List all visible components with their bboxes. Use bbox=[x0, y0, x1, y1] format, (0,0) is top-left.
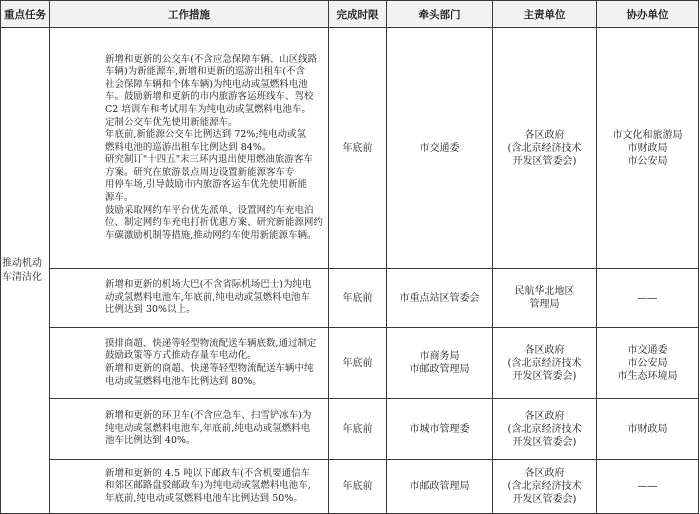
measure-line: C2 培训车和考试用车为纯电动或氢燃料电池车。 bbox=[105, 103, 311, 115]
measures-cell bbox=[50, 399, 329, 460]
lead-dept-cell bbox=[387, 328, 493, 399]
lead-dept-cell bbox=[387, 269, 493, 328]
measure-line: 年底前,新能源公交车比例达到 72%;纯电动或氢 bbox=[105, 129, 307, 141]
deadline-cell: 年底前 bbox=[329, 28, 387, 269]
measure-line: 用停车场,引导鼓励市内旅游客运车优先使用新能 bbox=[105, 179, 308, 191]
measure-line: 摸排商超、快递等轻型物流配送车辆底数,通过制定 bbox=[105, 337, 317, 349]
measures-cell bbox=[50, 28, 329, 269]
deadline-cell: 年底前 bbox=[329, 328, 387, 399]
measure-line: 年底前,纯电动或氢燃料电池车比例达到 50%。 bbox=[105, 492, 303, 504]
task-label: 车清洁化 bbox=[2, 271, 42, 283]
measure-line: 新增和更新的 4.5 吨以下邮政车(不含机要通信车 bbox=[105, 467, 311, 479]
lead-dept-cell bbox=[387, 460, 493, 514]
deadline-cell: 年底前 bbox=[329, 399, 387, 460]
header-lead-dept: 牵头部门 bbox=[387, 1, 493, 28]
assist-unit-line: —— bbox=[637, 481, 658, 492]
lead-dept-line: 市邮政管理局 bbox=[409, 364, 470, 375]
assist-unit-cell bbox=[597, 460, 699, 514]
measure-line: 新增和更新的环卫车(不含应急车、扫雪铲冰车)为 bbox=[105, 410, 312, 422]
assist-unit-line: 市生态环境局 bbox=[617, 370, 678, 382]
lead-dept-cell bbox=[387, 28, 493, 269]
measure-line: 定制公交车优先使用新能源车。 bbox=[105, 116, 238, 128]
table-row bbox=[1, 269, 699, 328]
measures-cell bbox=[50, 269, 329, 328]
main-unit-line: 各区政府 bbox=[524, 129, 565, 141]
main-unit-line: (含北京经济技术 bbox=[507, 481, 582, 492]
main-unit-line: 各区政府 bbox=[524, 410, 565, 422]
header-deadline: 完成时限 bbox=[329, 1, 387, 28]
measure-line: 比例达到 30%以上。 bbox=[105, 304, 196, 316]
main-unit-line: 开发区管委会) bbox=[512, 436, 577, 448]
assist-unit-line: 市财政局 bbox=[627, 423, 668, 435]
table-row bbox=[1, 460, 699, 514]
main-unit-line: (含北京经济技术 bbox=[507, 423, 582, 435]
measure-line: 研究制订"十四五"末三环内退出使用燃油旅游客车 bbox=[105, 154, 313, 166]
measure-line: 和郊区邮路盘驳邮政车)为纯电动或氢燃料电池车, bbox=[105, 480, 311, 492]
lead-dept-line: 市邮政管理局 bbox=[409, 481, 470, 492]
deadline-cell: 年底前 bbox=[329, 269, 387, 328]
main-unit-line: 各区政府 bbox=[524, 344, 565, 356]
measure-line: 新增和更新的公交车(不含应急保障车辆、山区线路 bbox=[105, 53, 318, 65]
measure-line: 新增和更新的商超、快递等轻型物流配送车辆中纯 bbox=[105, 363, 314, 374]
assist-unit-cell bbox=[597, 28, 699, 269]
assist-unit-line: 市文化和旅游局 bbox=[612, 129, 683, 141]
lead-dept-line: 市商务局 bbox=[419, 351, 460, 362]
measure-line: 车辆)为新能源车,新增和更新的巡游出租车(不含 bbox=[105, 66, 306, 78]
main-unit-line: (含北京经济技术 bbox=[507, 142, 582, 154]
assist-unit-cell bbox=[597, 269, 699, 328]
assist-unit-cell bbox=[597, 328, 699, 399]
main-unit-cell bbox=[493, 328, 597, 399]
measure-line: 社会保障车辆和个体车辆)为纯电动或氢燃料电池 bbox=[105, 78, 308, 90]
measure-line: 新增和更新的机场大巴(不含省际机场巴士)为纯电 bbox=[105, 279, 312, 291]
assist-unit-cell bbox=[597, 399, 699, 460]
header-measures: 工作措施 bbox=[50, 1, 329, 28]
measure-line: 车碳激励机制等措施,推动网约车使用新能源车辆。 bbox=[105, 229, 317, 241]
header-assist-unit: 协办单位 bbox=[597, 1, 699, 28]
lead-dept-line: 市重点站区管委会 bbox=[399, 292, 480, 304]
main-unit-line: 开发区管委会) bbox=[512, 370, 577, 382]
task-cell bbox=[1, 28, 50, 514]
header-row bbox=[1, 1, 699, 28]
measure-line: 动或氢燃料电池车,年底前,纯电动或氢燃料电池车 bbox=[105, 291, 311, 303]
table-row bbox=[1, 328, 699, 399]
main-unit-line: 管理局 bbox=[529, 299, 560, 310]
table-row bbox=[1, 28, 699, 269]
main-unit-line: 开发区管委会) bbox=[512, 494, 577, 505]
measure-line: 车。鼓励新增和更新的市内旅游客运班线车、驾校 bbox=[105, 91, 314, 103]
header-main-unit: 主责单位 bbox=[493, 1, 597, 28]
lead-dept-cell bbox=[387, 399, 493, 460]
measure-line: 鼓励采取网约车平台优先派单、设置网约车充电泊 bbox=[105, 204, 314, 216]
table-row bbox=[1, 399, 699, 460]
main-unit-cell bbox=[493, 269, 597, 328]
main-unit-cell bbox=[493, 460, 597, 514]
main-unit-cell bbox=[493, 399, 597, 460]
assist-unit-line: 市财政局 bbox=[627, 142, 668, 154]
measures-cell bbox=[50, 328, 329, 399]
task-label: 推动机动 bbox=[2, 257, 42, 269]
lead-dept-line: 市城市管理委 bbox=[409, 423, 470, 435]
measures-cell bbox=[50, 460, 329, 514]
measure-line: 源车。 bbox=[105, 192, 134, 204]
assist-unit-line: —— bbox=[637, 292, 658, 304]
main-unit-cell bbox=[493, 28, 597, 269]
assist-unit-line: 市公安局 bbox=[627, 357, 668, 369]
assist-unit-line: 市公安局 bbox=[627, 155, 668, 167]
measure-line: 纯电动或氢燃料电池车,年底前,纯电动或氢燃料电 bbox=[105, 422, 311, 434]
assist-unit-line: 市交通委 bbox=[627, 344, 668, 356]
main-unit-line: (含北京经济技术 bbox=[507, 357, 582, 369]
measure-line: 池车比例达到 40%。 bbox=[105, 435, 196, 447]
header-task: 重点任务 bbox=[1, 1, 50, 28]
measure-line: 燃料电池的巡游出租车比例达到 84%。 bbox=[105, 141, 272, 153]
main-unit-line: 开发区管委会) bbox=[512, 155, 577, 167]
main-unit-line: 民航华北地区 bbox=[514, 286, 575, 297]
measure-line: 电动或氢燃料电池车比例达到 80%。 bbox=[105, 375, 262, 387]
measure-line: 鼓励政策等方式推动存量车电动化。 bbox=[105, 350, 257, 362]
deadline-cell: 年底前 bbox=[329, 460, 387, 514]
main-unit-line: 各区政府 bbox=[524, 468, 565, 479]
lead-dept-line: 市交通委 bbox=[419, 142, 460, 154]
measure-line: 方案。研究在旅游景点周边设置新能源客车专 bbox=[105, 166, 295, 178]
measure-line: 位、制定网约车充电打折优惠方案、研究新能源网约 bbox=[105, 217, 323, 229]
